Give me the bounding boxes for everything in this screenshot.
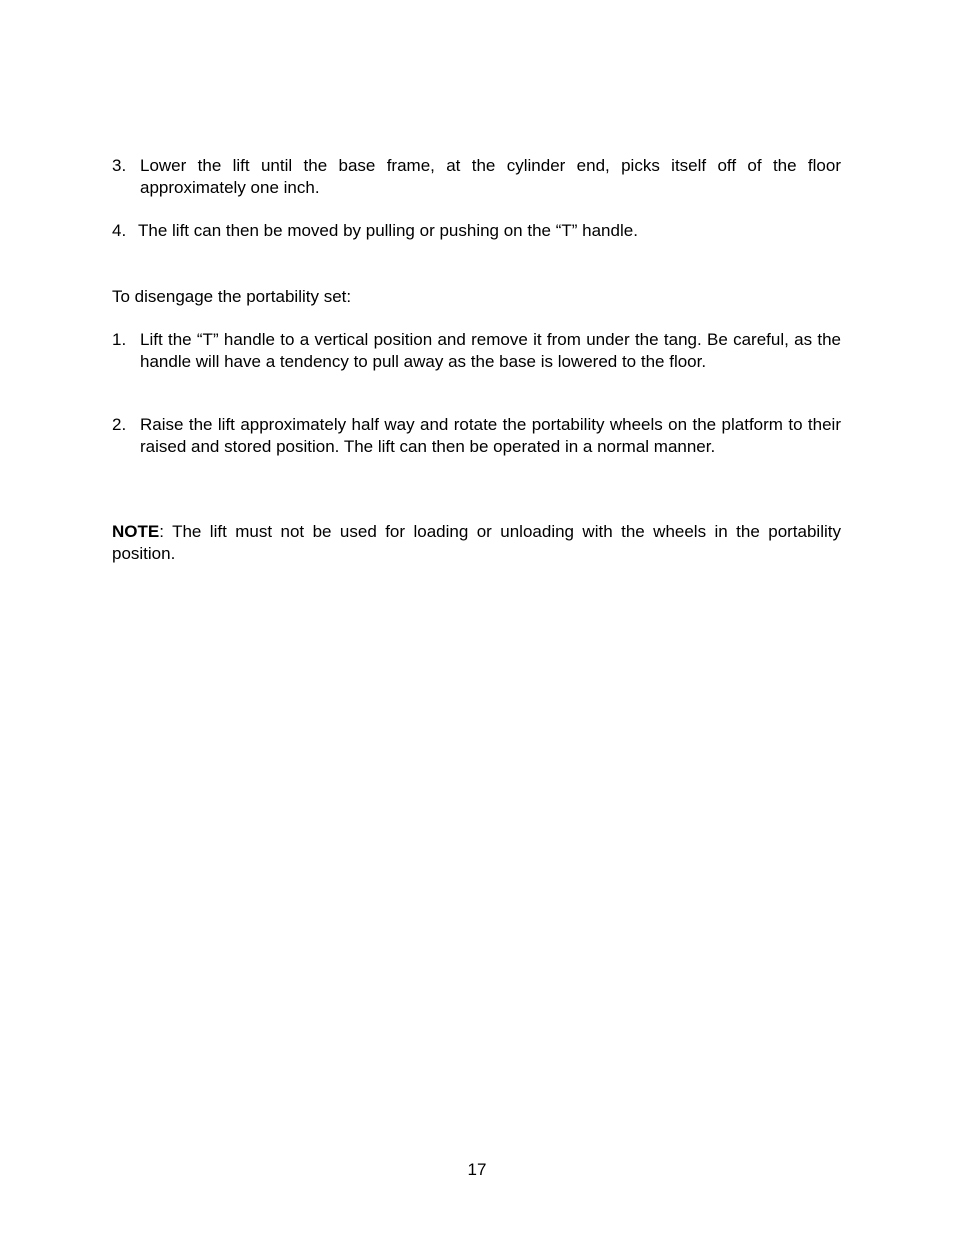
step-text: The lift can then be moved by pulling or pushing on the “T” handle. xyxy=(138,221,638,240)
step-number: 3. xyxy=(112,156,127,175)
disengage-intro: To disengage the portability set: xyxy=(112,287,352,306)
note-label: NOTE xyxy=(112,522,160,541)
engage-step-3 xyxy=(112,155,841,199)
step-text: Raise the lift approximately half way and rotate the portability wheels on the platform to their raised and stored position. The lift can then be operated in a normal manner. xyxy=(140,415,841,456)
disengage-step-2 xyxy=(112,414,841,458)
step-number: 4. xyxy=(112,221,127,240)
disengage-step-1 xyxy=(112,329,841,373)
step-text: Lift the “T” handle to a vertical position and remove it from under the tang. Be careful, as the handle will have a tendency to pull away as the base is lowered to the floor. xyxy=(140,330,841,371)
step-number: 1. xyxy=(112,330,127,349)
note-paragraph xyxy=(112,521,841,565)
page-number: 17 xyxy=(467,1160,487,1179)
step-text: Lower the lift until the base frame, at the cylinder end, picks itself off of the floor approximately one inch. xyxy=(140,156,841,197)
engage-step-4 xyxy=(112,220,841,242)
note-text: : The lift must not be used for loading or unloading with the wheels in the portability position. xyxy=(112,522,841,563)
step-number: 2. xyxy=(112,415,127,434)
